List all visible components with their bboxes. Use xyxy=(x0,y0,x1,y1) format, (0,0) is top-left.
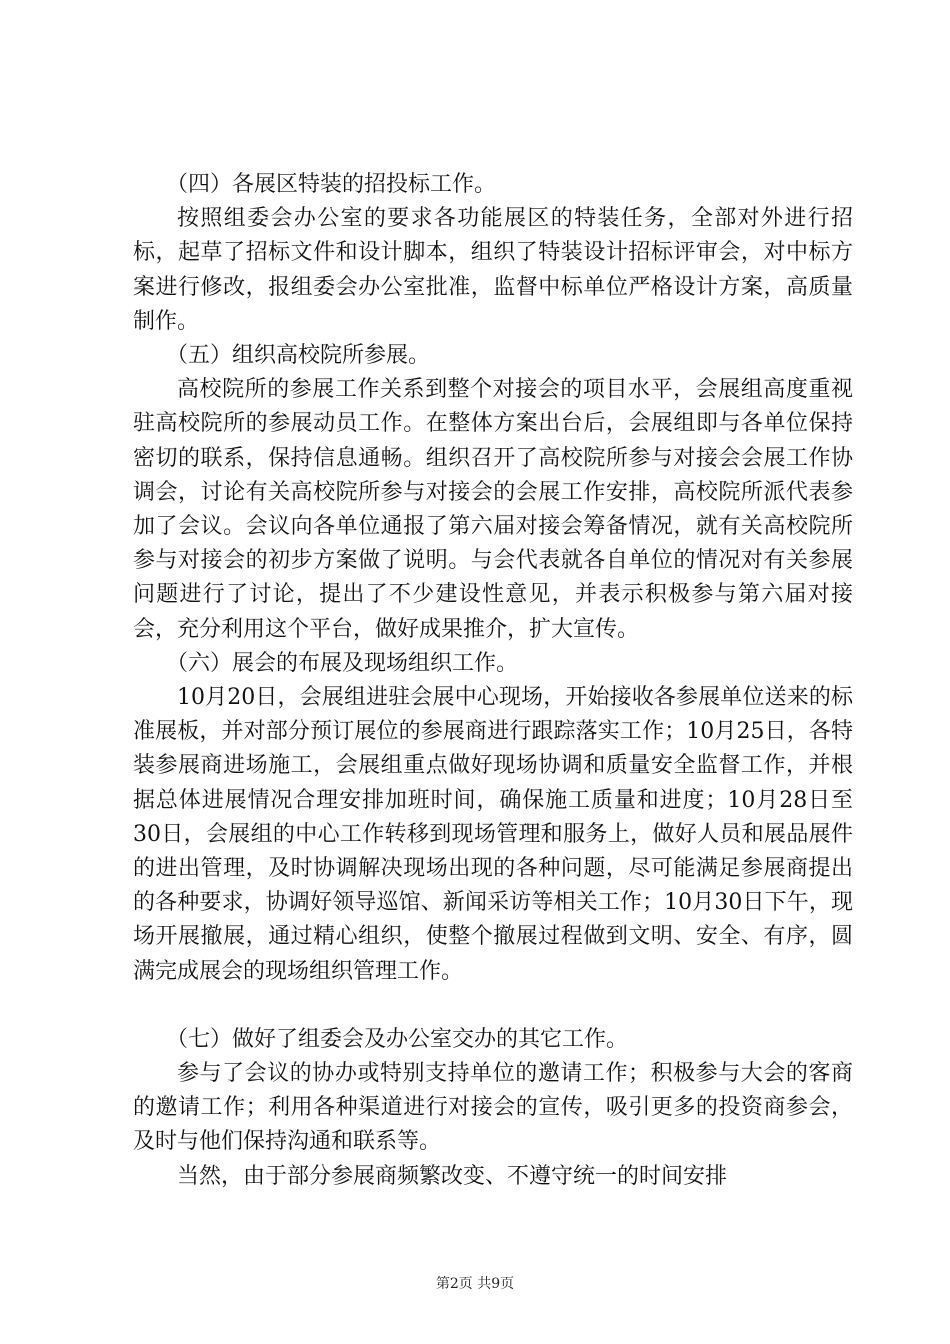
document-body xyxy=(133,168,853,1194)
section-heading-6: （六）展会的布展及现场组织工作。 xyxy=(166,650,519,676)
section-heading-7: （七）做好了组委会及办公室交办的其它工作。 xyxy=(166,1026,629,1052)
paragraph-bidding: 按照组委会办公室的要求各功能展区的特装任务，全部对外进行招标，起草了招标文件和设计脚本，组织了特装设计招标评审会，对中标方案进行修改，报组委会办公室批准，监督中标单位严格设计方案，高质量制作。 xyxy=(133,206,853,334)
section-heading-4: （四）各展区特装的招投标工作。 xyxy=(166,172,497,197)
paragraph-universities: 高校院所的参展工作关系到整个对接会的项目水平，会展组高度重视驻高校院所的参展动员工作。在整体方案出台后，会展组即与各单位保持密切的联系，保持信息通畅。组织召开了高校院所参与对接会会展工作协调会，讨论有关高校院所参与对接会的会展工作安排，高校院所派代表参加了会议。会议向各单位通报了第六届对接会筹备情况，就有关高校院所参与对接会的初步方案做了说明。与会代表就各自单位的情况对有关参展问题进行了讨论，提出了不少建设性意见，并表示积极参与第六届对接会，充分利用这个平台，做好成果推介，扩大宣传。 xyxy=(133,377,853,642)
section-heading-5: （五）组织高校院所参展。 xyxy=(166,343,431,369)
page-number-footer: 第2页 共9页 xyxy=(435,1276,515,1292)
paragraph-onsite: 10月20日，会展组进驻会展中心现场，开始接收各参展单位送来的标准展板，并对部分预订展位的参展商进行跟踪落实工作；10月25日，各特装参展商进场施工，会展组重点做好现场协调和质量安全监督工作，并根据总体进展情况合理安排加班时间，确保施工质量和进度；10月28日至30日，会展组的中心工作转移到现场管理和服务上，做好人员和展品展件的进出管理，及时协调解决现场出现的各种问题，尽可能满足参展商提出的各种要求，协调好领导巡馆、新闻采访等相关工作；10月30日下午，现场开展撤展，通过精心组织，使整个撤展过程做到文明、安全、有序，圆满完成展会的现场组织管理工作。 xyxy=(133,685,853,984)
paragraph-other-work: 参与了会议的协办或特别支持单位的邀请工作；积极参与大会的客商的邀请工作；利用各种渠道进行对接会的宣传，吸引更多的投资商参会，及时与他们保持沟通和联系等。 xyxy=(133,1061,853,1155)
paragraph-conclusion: 当然，由于部分参展商频繁改变、不遵守统一的时间安排 xyxy=(177,1163,728,1189)
